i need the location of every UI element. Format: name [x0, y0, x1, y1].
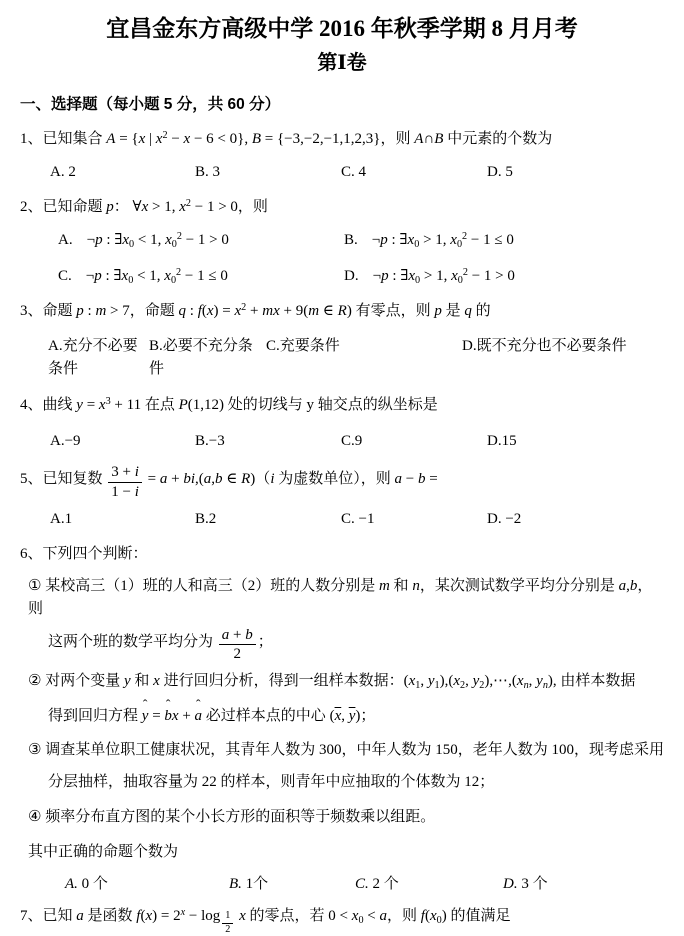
- question-6-option-c: C. 2 个: [355, 876, 399, 892]
- question-3-option-d: D.既不充分也不必要条件: [462, 338, 627, 354]
- question-4-option-c: C.9: [341, 433, 363, 449]
- question-6-item-1-line-2: 这两个班的数学平均分为 $\frac{a + b}{2}$ ；: [48, 626, 273, 663]
- question-2-option-b: B. ¬p : $\exists x_0 > 1$, $x_0^2 - 1 \le 0$: [344, 230, 514, 251]
- question-3-options: [20, 335, 664, 381]
- question-6-item-2-line-2: 得到回归方程 ˆ y = ˆ bx + ˆ a 必过样本点的中心 ($\overline{x}$, $\overline{y}$)；: [48, 697, 376, 724]
- question-1-option-a: A. 2: [50, 164, 76, 180]
- question-6-option-b: B. 1个: [229, 876, 269, 892]
- question-6-item-4: ④ 频率分布直方图的某个小长方形的面积等于频数乘以组距。: [28, 809, 436, 825]
- question-2-option-d: D. ¬p : $\exists x_0 > 1$, $x_0^2 - 1 > 0$: [344, 266, 515, 287]
- paper-title: 宜昌金东方高级中学 2016 年秋季学期 8 月月考: [106, 16, 578, 41]
- question-6-option-a: A. 0 个: [65, 876, 108, 892]
- question-6-options: [20, 873, 664, 896]
- question-6-item-3-line-1: ③ 调查某单位职工健康状况，其青年人数为 300，中年人数为 150，老年人数为 100，现考虑采用: [28, 742, 664, 758]
- question-6-item-3-line-2: 分层抽样，抽取容量为 22 的样本，则青年中应抽取的个体数为 12；: [48, 774, 495, 790]
- question-3-option-a: A.充分不必要条件: [48, 338, 138, 377]
- question-3-text: 3、命题 p : m > 7，命题 q : $f(x) = x^2$ + mx + 9(m ∈ R) 有零点，则 p 是 q 的: [20, 301, 491, 319]
- question-5-option-a: A.1: [50, 510, 73, 527]
- question-4-text: 4、曲线 $y = x^3 + 11$ 在点 P(1,12) 处的切线与 y 轴交点的纵坐标是: [20, 395, 438, 413]
- question-3-option-b: B.必要不充分条件: [149, 338, 253, 377]
- question-4-option-a: A.−9: [50, 433, 81, 449]
- question-6-item-2-line-1: ② 对两个变量 y 和 x 进行回归分析，得到一组样本数据：($x_1$, $y_1),(x_2$, $y_2),\cdots,(x_n$, $y_n$), 由样本数据: [28, 673, 636, 692]
- section-heading-multiple-choice: 一、选择题（每小题 5 分，共 60 分）: [20, 96, 281, 113]
- question-5-text: 5、已知复数 $\frac{3 + i}{1 - i}$ = a + bi,(a,b ∈ R)（i 为虚数单位），则 a − b =: [20, 464, 438, 500]
- question-2-options: [20, 229, 664, 288]
- question-2-option-a: A. ¬p : $\exists x_0 < 1$, $x_0^2 - 1 > 0$: [58, 230, 229, 251]
- question-7-text: 7、已知 a 是函数 $f(x) = 2^x - \log$ $_{\frac{1}{2}}$ x 的零点，若 $0 < x_0 < a$，则 $f(x_0)$ 的值满足: [20, 906, 511, 935]
- question-4-options: [20, 430, 664, 453]
- question-6-item-1-line-1: ① 某校高三（1）班的人和高三（2）班的人数分别是 m 和 n，某次测试数学平均分分别是 a,b，则: [28, 577, 653, 617]
- question-1-text: 1、已知集合 A = {x | $x^2 - x - 6 < 0$}, B = {−3,−2,−1,1,2,3}，则 A∩B 中元素的个数为: [20, 129, 553, 147]
- question-1-option-c: C. 4: [341, 164, 367, 180]
- question-1-options: [20, 161, 664, 184]
- question-1-option-b: B. 3: [195, 164, 221, 180]
- question-6-closing: 其中正确的命题个数为: [28, 844, 179, 860]
- question-1-option-d: D. 5: [487, 164, 513, 180]
- question-4-option-b: B.−3: [195, 433, 225, 449]
- question-5-option-b: B.2: [195, 510, 217, 527]
- question-2-option-c: C. ¬p : $\exists x_0 < 1$, $x_0^2 - 1 \le 0$: [58, 266, 228, 287]
- question-2-text: 2、已知命题 p： ∀x > 1, $x^2 - 1 > 0$，则: [20, 197, 268, 215]
- paper-part-title: 第Ⅰ卷: [317, 52, 367, 74]
- question-5-option-d: D. −2: [487, 510, 522, 527]
- question-5-option-c: C. −1: [341, 510, 375, 527]
- question-4-option-d: D.15: [487, 433, 517, 449]
- question-6-option-d: D. 3 个: [503, 876, 548, 892]
- question-6-text: 6、下列四个判断：: [20, 545, 148, 562]
- question-3-option-c: C.充要条件: [266, 338, 340, 354]
- question-5-options: [20, 508, 664, 531]
